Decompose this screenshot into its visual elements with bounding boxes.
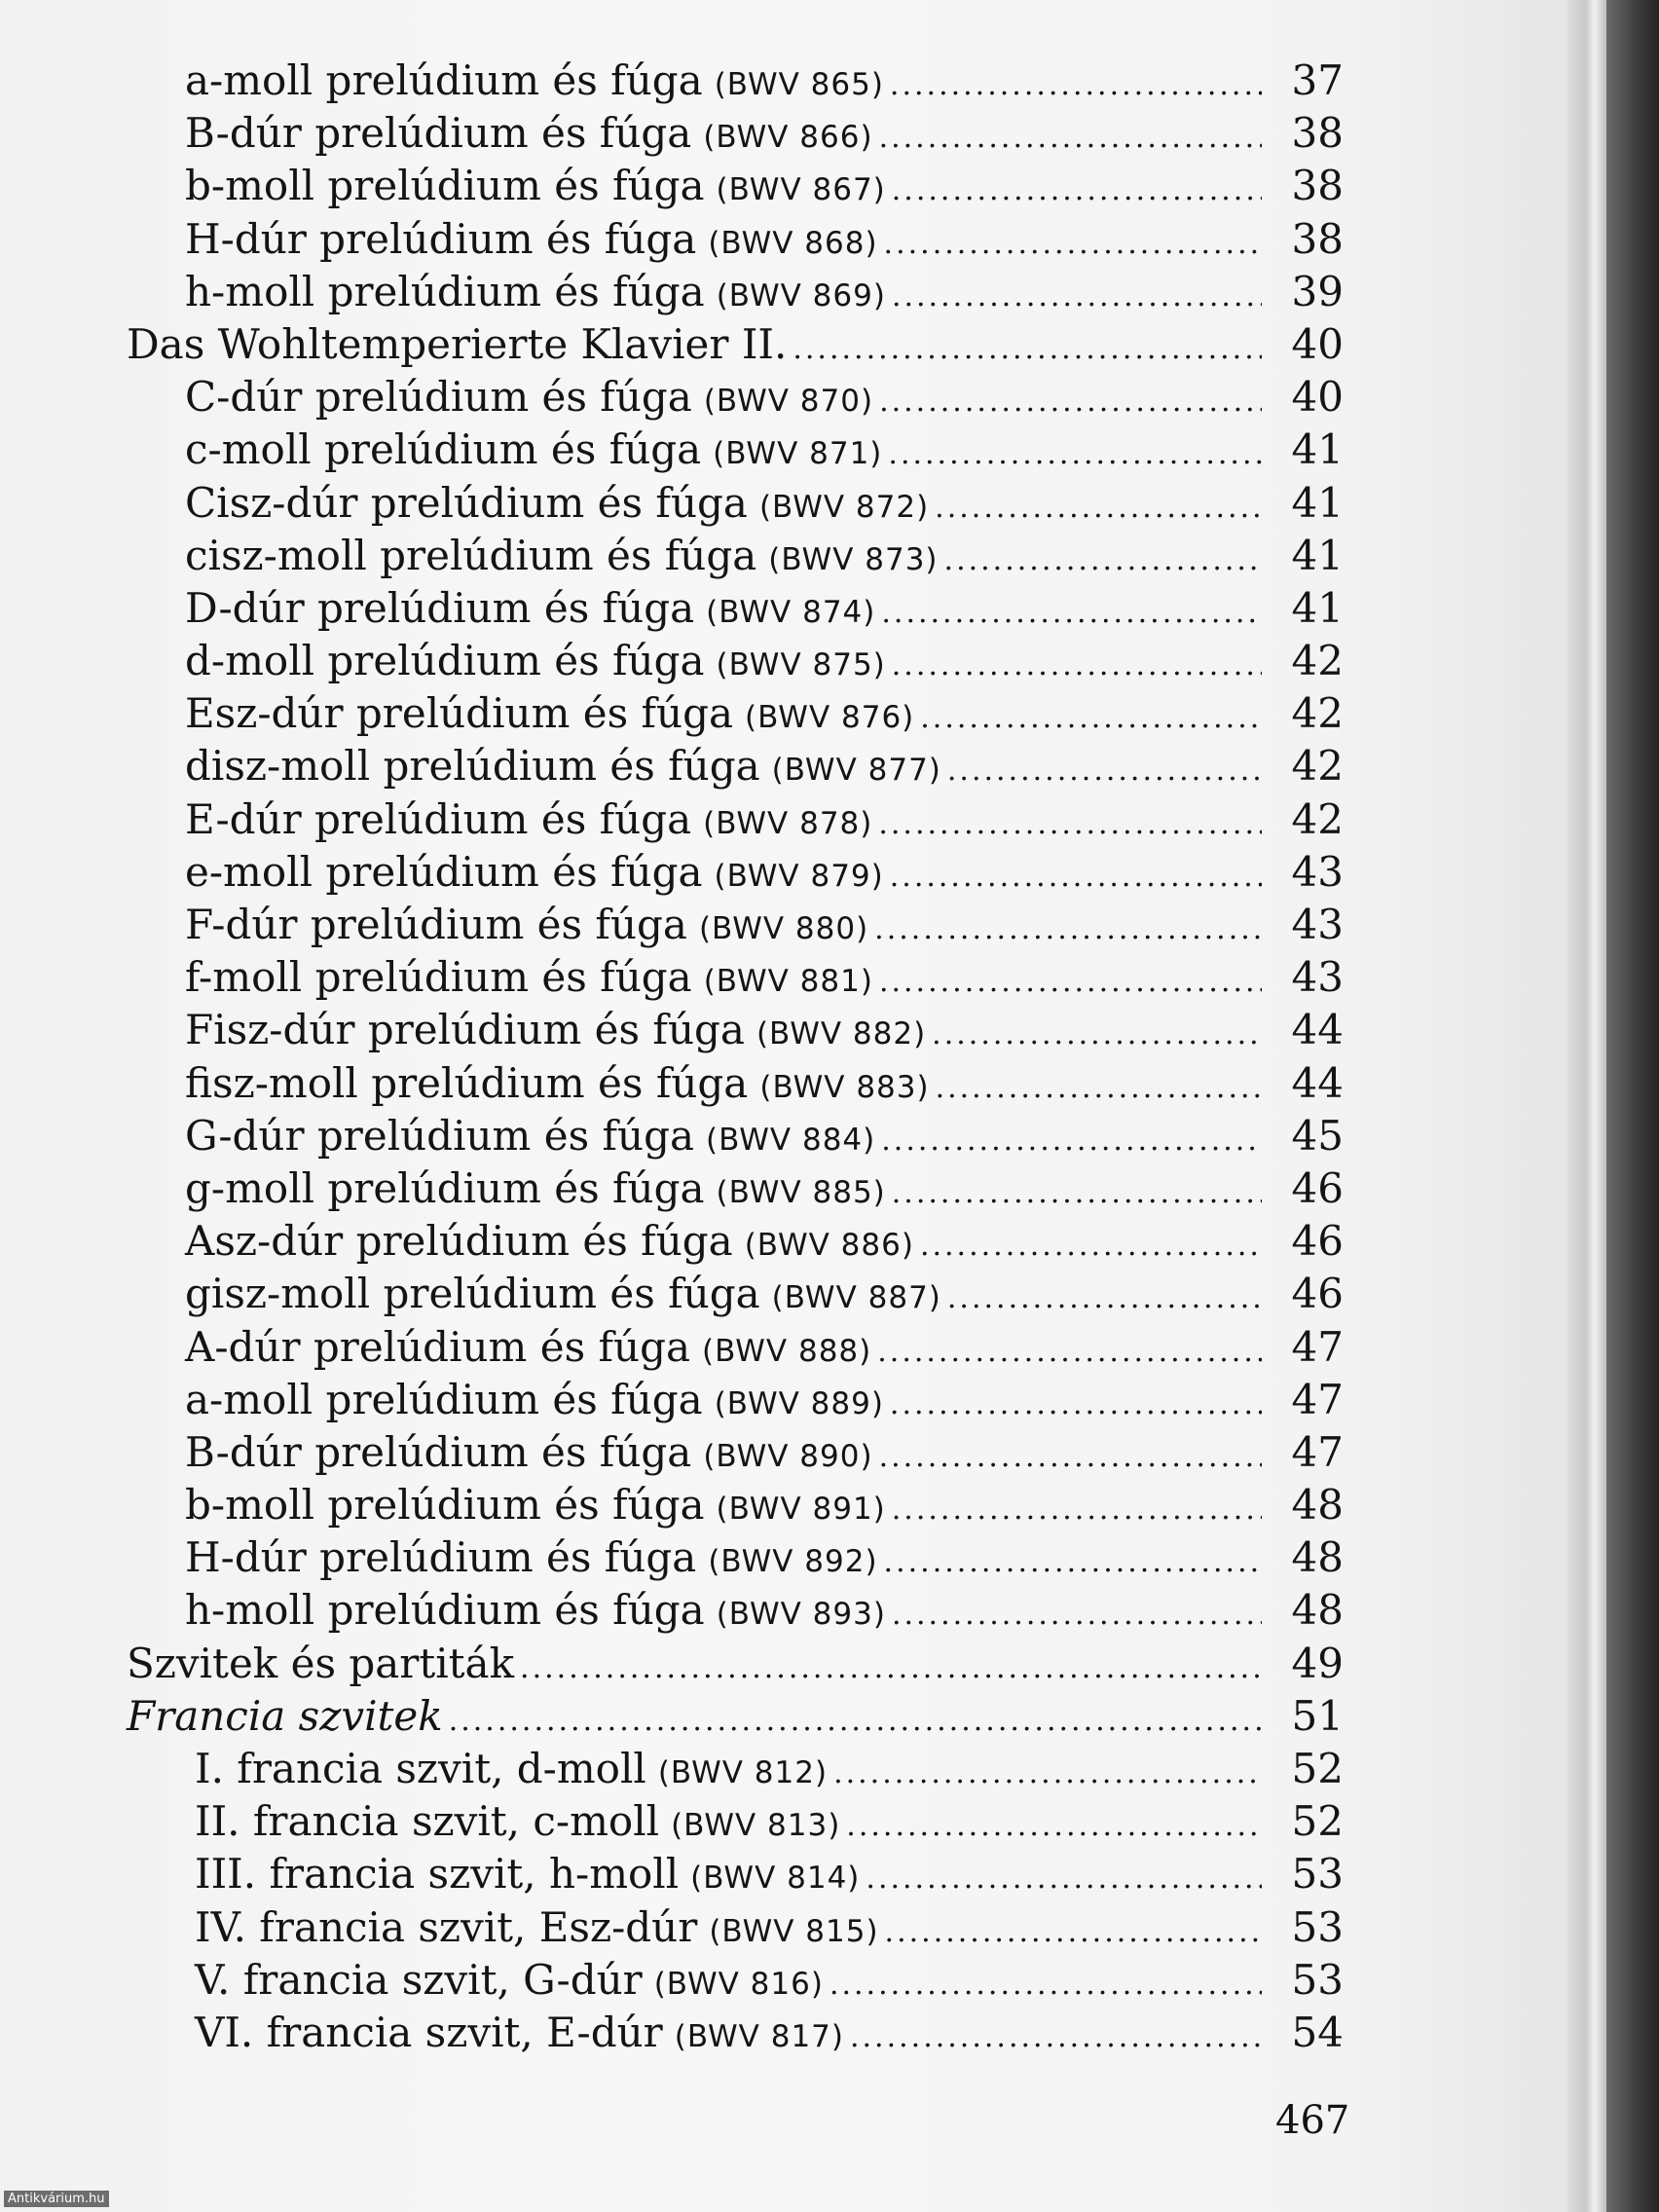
toc-entry-page: 48 (1291, 1586, 1344, 1635)
toc-dot-leader (846, 1809, 1262, 1843)
toc-entry-title: f-moll prelúdium és fúga (185, 953, 692, 1002)
toc-entry-title: III. francia szvit, h-moll (195, 1850, 680, 1899)
toc-dot-leader (874, 912, 1262, 946)
toc-entry-bwv: (BWV 884) (706, 1122, 876, 1158)
toc-entry-page: 47 (1291, 1322, 1344, 1371)
toc-entry-title: disz-moll prelúdium és fúga (185, 742, 760, 791)
toc-entry-page: 46 (1291, 1163, 1344, 1212)
toc-entry-page: 44 (1291, 1006, 1344, 1054)
watermark: Antikvárium.hu (4, 2191, 109, 2207)
toc-entry (127, 109, 1344, 162)
toc-entry-title: h-moll prelúdium és fúga (185, 1586, 705, 1635)
toc-entry-page: 53 (1291, 1955, 1344, 2004)
toc-entry (127, 1692, 1344, 1745)
toc-entry-page: 53 (1291, 1850, 1344, 1899)
toc-entry-page: 38 (1291, 162, 1344, 210)
toc-entry-title: II. francia szvit, c-moll (195, 1797, 660, 1846)
toc-entry (127, 1006, 1344, 1058)
toc-entry (127, 215, 1344, 268)
toc-dot-leader (877, 1335, 1262, 1369)
toc-dot-leader (879, 965, 1262, 999)
toc-entry (127, 1533, 1344, 1586)
toc-dot-leader (892, 279, 1262, 313)
toc-entry-bwv: (BWV 814) (690, 1861, 861, 1897)
toc-entry-bwv: (BWV 869) (716, 277, 886, 313)
toc-entry (127, 1376, 1344, 1428)
toc-entry-page: 54 (1291, 2008, 1344, 2056)
toc-entry-page: 52 (1291, 1745, 1344, 1792)
page-edge (1567, 0, 1606, 2212)
toc-entry-bwv: (BWV 873) (768, 541, 939, 577)
toc-entry-title: H-dúr prelúdium és fúga (185, 1533, 697, 1582)
toc-entry-page: 53 (1291, 1902, 1344, 1951)
toc-entry (127, 479, 1344, 532)
toc-entry-title: C-dúr prelúdium és fúga (185, 373, 692, 422)
toc-entry (127, 1640, 1344, 1692)
toc-entry-page: 51 (1291, 1691, 1344, 1740)
toc-entry-page: 46 (1291, 1217, 1344, 1266)
toc-entry-bwv: (BWV 812) (657, 1755, 829, 1790)
toc-entry (127, 532, 1344, 584)
toc-entry-title: Francia szvitek (127, 1691, 443, 1740)
toc-entry (127, 1903, 1344, 1956)
toc-entry (127, 2009, 1344, 2061)
toc-entry-bwv: (BWV 879) (714, 858, 884, 894)
toc-entry (127, 1481, 1344, 1533)
toc-dot-leader (892, 1598, 1262, 1632)
toc-entry-page: 41 (1291, 583, 1344, 632)
toc-entry (127, 1217, 1344, 1270)
toc-entry (127, 1797, 1344, 1850)
toc-entry-title: H-dúr prelúdium és fúga (185, 214, 697, 263)
toc-entry-page: 42 (1291, 742, 1344, 791)
toc-entry-bwv: (BWV 890) (703, 1438, 873, 1474)
table-of-contents (127, 56, 1344, 2061)
toc-dot-leader (866, 1862, 1262, 1896)
toc-entry-title: Szvitek és partiták (127, 1639, 515, 1687)
toc-entry (127, 320, 1344, 373)
toc-entry-bwv: (BWV 888) (702, 1333, 872, 1369)
toc-entry-page: 37 (1291, 56, 1344, 104)
toc-dot-leader (879, 385, 1262, 419)
toc-entry-bwv: (BWV 881) (703, 964, 873, 1000)
toc-dot-leader (892, 648, 1262, 682)
toc-entry-bwv: (BWV 891) (716, 1492, 886, 1528)
toc-entry (127, 1059, 1344, 1112)
toc-entry-title: D-dúr prelúdium és fúga (185, 583, 695, 632)
toc-entry-page: 41 (1291, 531, 1344, 579)
toc-entry-page: 48 (1291, 1481, 1344, 1530)
toc-entry-title: cisz-moll prelúdium és fúga (185, 531, 757, 579)
toc-entry-bwv: (BWV 883) (759, 1069, 930, 1105)
toc-entry (127, 1323, 1344, 1376)
toc-entry-bwv: (BWV 886) (744, 1228, 914, 1264)
toc-entry-page: 42 (1291, 689, 1344, 738)
toc-entry-bwv: (BWV 867) (716, 172, 886, 208)
toc-entry-page: 46 (1291, 1270, 1344, 1318)
toc-entry-page: 43 (1291, 901, 1344, 948)
toc-entry (127, 689, 1344, 742)
toc-entry-title: A-dúr prelúdium és fúga (185, 1322, 691, 1371)
toc-entry-bwv: (BWV 866) (703, 120, 873, 156)
toc-entry-bwv: (BWV 816) (653, 1966, 824, 2002)
toc-entry-bwv: (BWV 813) (671, 1808, 841, 1844)
toc-entry-page: 43 (1291, 847, 1344, 896)
toc-entry (127, 795, 1344, 848)
toc-entry (127, 1850, 1344, 1902)
toc-entry (127, 637, 1344, 689)
toc-entry-bwv: (BWV 875) (716, 647, 886, 683)
toc-entry-title: fisz-moll prelúdium és fúga (185, 1058, 749, 1107)
toc-entry-title: I. francia szvit, d-moll (195, 1745, 646, 1792)
toc-entry-title: Asz-dúr prelúdium és fúga (185, 1217, 733, 1266)
toc-entry-page: 43 (1291, 953, 1344, 1002)
toc-entry-title: g-moll prelúdium és fúga (185, 1163, 705, 1212)
toc-entry (127, 742, 1344, 794)
toc-dot-leader (885, 1915, 1262, 1949)
toc-dot-leader (890, 860, 1262, 894)
toc-entry-title: Das Wohltemperierte Klavier II. (127, 319, 788, 368)
toc-dot-leader (878, 807, 1262, 841)
toc-dot-leader (892, 1493, 1262, 1527)
toc-dot-leader (881, 596, 1262, 630)
toc-entry-page: 42 (1291, 794, 1344, 843)
toc-entry-title: a-moll prelúdium és fúga (185, 1375, 703, 1423)
toc-entry-page: 39 (1291, 267, 1344, 315)
toc-dot-leader (850, 2020, 1262, 2054)
toc-entry-bwv: (BWV 870) (703, 384, 874, 420)
toc-entry (127, 1428, 1344, 1481)
toc-entry (127, 56, 1344, 109)
toc-entry-title: VI. francia szvit, E-dúr (195, 2008, 663, 2056)
toc-entry-title: gisz-moll prelúdium és fúga (185, 1270, 760, 1318)
toc-entry-page: 47 (1291, 1427, 1344, 1476)
toc-entry-title: B-dúr prelúdium és fúga (185, 109, 692, 158)
toc-entry (127, 373, 1344, 425)
toc-entry (127, 1956, 1344, 2009)
toc-entry-title: Fisz-dúr prelúdium és fúga (185, 1006, 745, 1054)
toc-entry-bwv: (BWV 892) (708, 1544, 878, 1580)
toc-entry-page: 40 (1291, 373, 1344, 422)
toc-dot-leader (935, 491, 1262, 525)
toc-entry-title: G-dúr prelúdium és fúga (185, 1111, 695, 1160)
toc-entry-page: 52 (1291, 1797, 1344, 1846)
toc-entry-title: V. francia szvit, G-dúr (195, 1955, 643, 2004)
toc-dot-leader (920, 1229, 1262, 1263)
toc-entry-page: 47 (1291, 1375, 1344, 1423)
toc-dot-leader (890, 1387, 1262, 1421)
toc-entry-title: e-moll prelúdium és fúga (185, 847, 703, 896)
toc-entry-title: Cisz-dúr prelúdium és fúga (185, 478, 748, 527)
toc-dot-leader (879, 1440, 1262, 1474)
toc-dot-leader (892, 173, 1262, 207)
toc-entry-page: 48 (1291, 1533, 1344, 1582)
toc-entry-bwv: (BWV 871) (713, 436, 883, 472)
toc-dot-leader (944, 543, 1262, 577)
toc-entry-bwv: (BWV 876) (745, 700, 915, 736)
toc-entry-bwv: (BWV 815) (709, 1913, 879, 1949)
toc-entry-bwv: (BWV 874) (706, 594, 876, 630)
toc-entry-page: 41 (1291, 425, 1344, 474)
toc-entry-page: 40 (1291, 319, 1344, 368)
toc-entry-bwv: (BWV 877) (771, 753, 941, 789)
toc-dot-leader (879, 121, 1262, 155)
toc-dot-leader (920, 701, 1262, 735)
toc-entry-title: Esz-dúr prelúdium és fúga (185, 689, 734, 738)
toc-dot-leader (932, 1017, 1262, 1051)
toc-entry (127, 425, 1344, 478)
toc-entry-title: d-moll prelúdium és fúga (185, 637, 705, 685)
toc-entry-bwv: (BWV 893) (716, 1597, 886, 1633)
toc-entry-bwv: (BWV 885) (716, 1174, 886, 1210)
toc-entry (127, 901, 1344, 953)
toc-entry-bwv: (BWV 880) (698, 911, 869, 946)
toc-entry-bwv: (BWV 889) (714, 1385, 884, 1421)
toc-entry (127, 953, 1344, 1006)
toc-entry-bwv: (BWV 868) (708, 225, 878, 261)
toc-dot-leader (833, 1756, 1262, 1790)
toc-entry (127, 1586, 1344, 1639)
book-cover (1606, 0, 1659, 2212)
toc-dot-leader (881, 1124, 1262, 1158)
toc-dot-leader (947, 754, 1262, 788)
toc-entry-page: 41 (1291, 478, 1344, 527)
toc-dot-leader (520, 1651, 1262, 1685)
toc-entry-page: 42 (1291, 637, 1344, 685)
toc-entry-bwv: (BWV 865) (714, 67, 884, 102)
toc-entry-title: b-moll prelúdium és fúga (185, 162, 705, 210)
toc-dot-leader (884, 1545, 1262, 1579)
toc-entry-title: h-moll prelúdium és fúga (185, 267, 705, 315)
toc-entry-title: b-moll prelúdium és fúga (185, 1481, 705, 1530)
toc-entry (127, 1112, 1344, 1164)
toc-entry-title: E-dúr prelúdium és fúga (185, 794, 692, 843)
toc-entry (127, 848, 1344, 901)
toc-dot-leader (884, 227, 1262, 261)
toc-entry-page: 38 (1291, 109, 1344, 158)
toc-entry-title: IV. francia szvit, Esz-dúr (195, 1902, 698, 1951)
toc-entry-page: 44 (1291, 1058, 1344, 1107)
toc-entry (127, 162, 1344, 214)
toc-dot-leader (830, 1968, 1262, 2002)
page-number: 467 (1275, 2098, 1350, 2143)
toc-entry-bwv: (BWV 872) (758, 489, 930, 525)
toc-entry-page: 45 (1291, 1111, 1344, 1160)
toc-entry-bwv: (BWV 817) (674, 2018, 844, 2054)
toc-entry-title: c-moll prelúdium és fúga (185, 425, 702, 474)
toc-dot-leader (890, 68, 1262, 102)
toc-entry-title: a-moll prelúdium és fúga (185, 56, 703, 104)
toc-entry-page: 38 (1291, 214, 1344, 263)
toc-entry-title: B-dúr prelúdium és fúga (185, 1427, 692, 1476)
toc-entry-title: F-dúr prelúdium és fúga (185, 901, 687, 948)
toc-entry (127, 1164, 1344, 1217)
toc-entry (127, 1745, 1344, 1797)
toc-entry-bwv: (BWV 878) (703, 805, 873, 841)
toc-entry-bwv: (BWV 887) (771, 1280, 941, 1316)
toc-dot-leader (892, 1176, 1262, 1210)
toc-dot-leader (449, 1704, 1262, 1738)
toc-dot-leader (793, 332, 1262, 366)
toc-entry-page: 49 (1291, 1639, 1344, 1687)
toc-entry (127, 268, 1344, 320)
toc-dot-leader (936, 1071, 1262, 1105)
toc-entry-bwv: (BWV 882) (756, 1016, 927, 1052)
toc-entry (127, 1270, 1344, 1322)
toc-dot-leader (947, 1281, 1262, 1315)
toc-entry (127, 584, 1344, 637)
toc-dot-leader (888, 437, 1262, 471)
